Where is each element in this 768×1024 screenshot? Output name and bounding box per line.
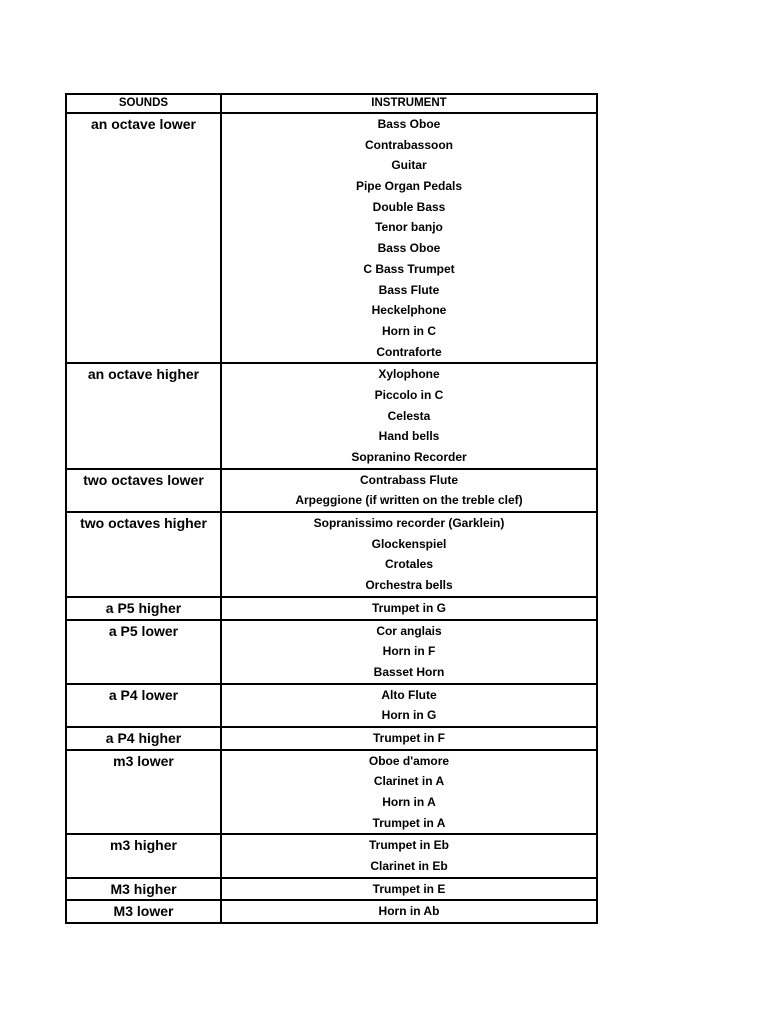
table-group-row	[67, 364, 596, 469]
table-group-row	[67, 598, 596, 621]
sound-interval-cell: a P5 higher	[67, 598, 222, 619]
sound-interval-cell: M3 lower	[67, 901, 222, 922]
instrument-column-header: INSTRUMENT	[371, 97, 447, 109]
instrument-item: Clarinet in Eb	[370, 859, 448, 874]
sounds-column-header: SOUNDS	[67, 95, 222, 112]
table-group-row	[67, 728, 596, 751]
instrument-list-cell	[222, 621, 596, 683]
table-body	[67, 114, 596, 922]
instrument-item: Sopranissimo recorder (Garklein)	[313, 516, 505, 531]
sound-interval-cell: an octave lower	[67, 114, 222, 362]
instrument-item: Contrabass Flute	[359, 472, 458, 487]
instrument-item: Pipe Organ Pedals	[355, 179, 463, 194]
instrument-list-cell	[222, 114, 596, 362]
instrument-item: Glockenspiel	[371, 536, 447, 551]
instrument-item: Trumpet in F	[373, 730, 445, 745]
instrument-list-cell	[222, 470, 596, 511]
table-group-row	[67, 901, 596, 922]
instrument-list-cell	[222, 598, 596, 619]
instrument-item: Bass Oboe	[377, 241, 441, 256]
instrument-item: Bass Oboe	[377, 117, 441, 131]
instrument-list-cell	[222, 879, 596, 900]
instrument-item: Horn in G	[381, 708, 437, 723]
sound-interval-cell: m3 lower	[67, 751, 222, 834]
instrument-item: Crotales	[384, 557, 434, 572]
instrument-item: Xylophone	[378, 367, 440, 382]
sound-interval-cell: a P4 higher	[67, 728, 222, 749]
table-header-row	[67, 95, 596, 114]
instrument-list-cell	[222, 513, 596, 596]
sound-interval-cell: two octaves lower	[67, 470, 222, 511]
sound-interval-cell: a P4 lower	[67, 685, 222, 726]
table-group-row	[67, 835, 596, 878]
instrument-item: Heckelphone	[371, 303, 447, 318]
table-group-row	[67, 751, 596, 836]
instrument-item: Sopranino Recorder	[351, 450, 467, 464]
instrument-item: Trumpet in E	[372, 881, 446, 896]
instrument-list-cell	[222, 685, 596, 726]
instrument-item: Hand bells	[378, 429, 440, 444]
sound-interval-cell: two octaves higher	[67, 513, 222, 596]
instrument-item: Contraforte	[376, 344, 442, 359]
instrument-item: Orchestra bells	[365, 578, 453, 593]
instrument-item: Contrabassoon	[364, 137, 453, 152]
instrument-item: Celesta	[387, 408, 431, 423]
table-group-row	[67, 621, 596, 685]
instrument-item: Horn in Ab	[378, 904, 440, 919]
instrument-item: Trumpet in G	[371, 600, 446, 615]
instrument-item: Trumpet in Eb	[368, 838, 449, 853]
instrument-item: Guitar	[391, 158, 427, 173]
instrument-item: Horn in F	[382, 644, 436, 659]
instrument-list-cell	[222, 728, 596, 749]
instrument-item: Oboe d'amore	[368, 753, 450, 768]
instrument-item: Horn in C	[382, 323, 436, 338]
instrument-item: Alto Flute	[381, 687, 437, 702]
transposition-table	[65, 93, 598, 924]
sound-interval-cell: an octave higher	[67, 364, 222, 467]
instrument-item: C Bass Trumpet	[363, 261, 455, 276]
instrument-list-cell	[222, 751, 596, 834]
instrument-list-cell	[222, 901, 596, 922]
instrument-item: Bass Flute	[378, 282, 440, 297]
instrument-item: Tenor banjo	[375, 220, 443, 235]
table-group-row	[67, 513, 596, 598]
instrument-item: Arpeggione (if written on the treble clef)	[295, 493, 523, 508]
instrument-item: Cor anglais	[376, 623, 442, 638]
sound-interval-cell: a P5 lower	[67, 621, 222, 683]
instrument-item: Clarinet in A	[373, 774, 445, 789]
instrument-item: Basset Horn	[373, 664, 445, 679]
sound-interval-cell: m3 higher	[67, 835, 222, 876]
instrument-list-cell	[222, 364, 596, 467]
sound-interval-cell: M3 higher	[67, 879, 222, 900]
table-group-row	[67, 685, 596, 728]
instrument-item: Horn in A	[382, 795, 436, 809]
table-group-row	[67, 879, 596, 902]
instrument-item: Double Bass	[372, 199, 446, 214]
instrument-item: Trumpet in A	[372, 815, 446, 830]
instrument-list-cell	[222, 835, 596, 876]
table-group-row	[67, 470, 596, 513]
instrument-item: Piccolo in C	[374, 387, 444, 402]
table-group-row	[67, 114, 596, 364]
